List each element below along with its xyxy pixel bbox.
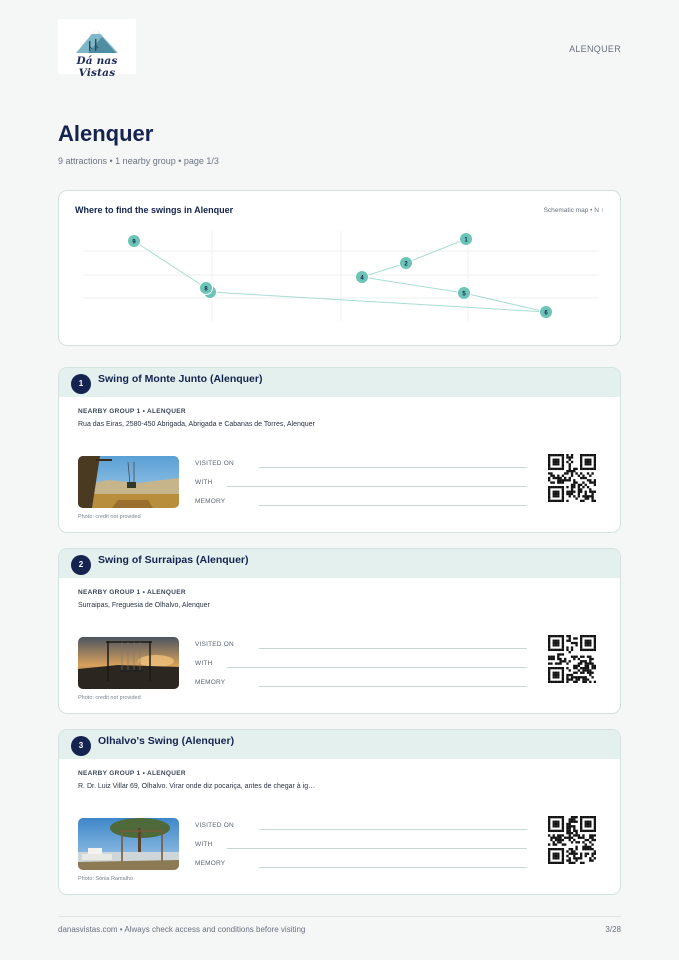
card-photo xyxy=(78,637,179,689)
map-marker-2 xyxy=(400,257,413,270)
map-marker-label: 1 xyxy=(464,237,468,244)
photo-credit: Photo: credit not provided xyxy=(78,514,141,520)
map-card xyxy=(58,190,621,346)
memory-line[interactable] xyxy=(259,867,527,868)
map-marker-1 xyxy=(460,233,473,246)
card-address: R. Dr. Luiz Villar 69, Olhalvo. Virar onde diz pocariça, antes de chegar à ig… xyxy=(78,783,316,790)
visited-on-line[interactable] xyxy=(259,467,527,468)
card-address: Surraipas, Freguesia de Olhalvo, Alenquer xyxy=(78,602,210,609)
attraction-card xyxy=(58,548,621,714)
brand-logo xyxy=(58,19,136,79)
map-title: Where to find the swings in Alenquer xyxy=(75,205,234,215)
photo-credit: Photo: credit not provided xyxy=(78,695,141,701)
memory-label: MEMORY xyxy=(195,679,226,686)
card-number-badge: 3 xyxy=(71,736,91,756)
map-marker-4 xyxy=(356,271,369,284)
with-label: WITH xyxy=(195,479,213,486)
qr-code-icon xyxy=(548,635,596,683)
card-group-label: NEARBY GROUP 1 • ALENQUER xyxy=(78,589,186,596)
map-marker-label: 9 xyxy=(132,239,136,246)
map-marker-label: 2 xyxy=(404,261,408,268)
route-line xyxy=(210,292,546,312)
page-title: Alenquer xyxy=(58,121,154,146)
route-line xyxy=(362,277,464,293)
visited-on-label: VISITED ON xyxy=(195,822,234,829)
page-number: 3/28 xyxy=(605,925,621,934)
map-marker-5 xyxy=(458,287,471,300)
with-label: WITH xyxy=(195,841,213,848)
qr-code[interactable] xyxy=(548,635,596,683)
card-title: Swing of Monte Junto (Alenquer) xyxy=(98,373,263,385)
qr-code[interactable] xyxy=(548,454,596,502)
map-marker-6 xyxy=(540,306,553,319)
visited-on-label: VISITED ON xyxy=(195,460,234,467)
attraction-card xyxy=(58,367,621,533)
card-address: Rua das Eiras, 2580-450 Abrigada, Abrigada e Cabanas de Torres, Alenquer xyxy=(78,421,315,428)
map-marker-label: 8 xyxy=(204,286,208,293)
memory-line[interactable] xyxy=(259,505,527,506)
with-line[interactable] xyxy=(227,486,527,487)
memory-line[interactable] xyxy=(259,686,527,687)
card-header xyxy=(59,549,620,578)
page-subtitle: 9 attractions • 1 nearby group • page 1/3 xyxy=(58,156,219,166)
schematic-map xyxy=(59,191,622,347)
photo-credit: Photo: Sónia Ramalho xyxy=(78,876,134,882)
qr-code-icon xyxy=(548,454,596,502)
card-number-badge: 2 xyxy=(71,555,91,575)
qr-code-icon xyxy=(548,816,596,864)
route-line xyxy=(134,241,206,288)
with-line[interactable] xyxy=(227,667,527,668)
card-group-label: NEARBY GROUP 1 • ALENQUER xyxy=(78,770,186,777)
card-photo xyxy=(78,818,179,870)
footer-note: danasvistas.com • Always check access and conditions before visiting xyxy=(58,925,306,934)
with-label: WITH xyxy=(195,660,213,667)
map-legend: Schematic map • N ↑ xyxy=(543,207,604,214)
card-photo xyxy=(78,456,179,508)
visited-on-line[interactable] xyxy=(259,829,527,830)
memory-label: MEMORY xyxy=(195,498,226,505)
map-marker-9 xyxy=(128,235,141,248)
map-marker-8 xyxy=(200,282,213,295)
card-group-label: NEARBY GROUP 1 • ALENQUER xyxy=(78,408,186,415)
memory-label: MEMORY xyxy=(195,860,226,867)
map-marker-label: 5 xyxy=(462,291,466,298)
map-marker-label: 4 xyxy=(360,275,364,282)
footer-divider xyxy=(58,916,621,917)
visited-on-label: VISITED ON xyxy=(195,641,234,648)
card-number-badge: 1 xyxy=(71,374,91,394)
card-title: Olhalvo's Swing (Alenquer) xyxy=(98,735,235,747)
header-region-label: ALENQUER xyxy=(569,44,621,54)
card-header xyxy=(59,730,620,759)
card-header xyxy=(59,368,620,397)
card-title: Swing of Surraipas (Alenquer) xyxy=(98,554,249,566)
with-line[interactable] xyxy=(227,848,527,849)
map-marker-label: 6 xyxy=(544,310,548,317)
visited-on-line[interactable] xyxy=(259,648,527,649)
qr-code[interactable] xyxy=(548,816,596,864)
logo-text: Dá nas Vistas xyxy=(76,55,118,79)
attraction-card xyxy=(58,729,621,895)
